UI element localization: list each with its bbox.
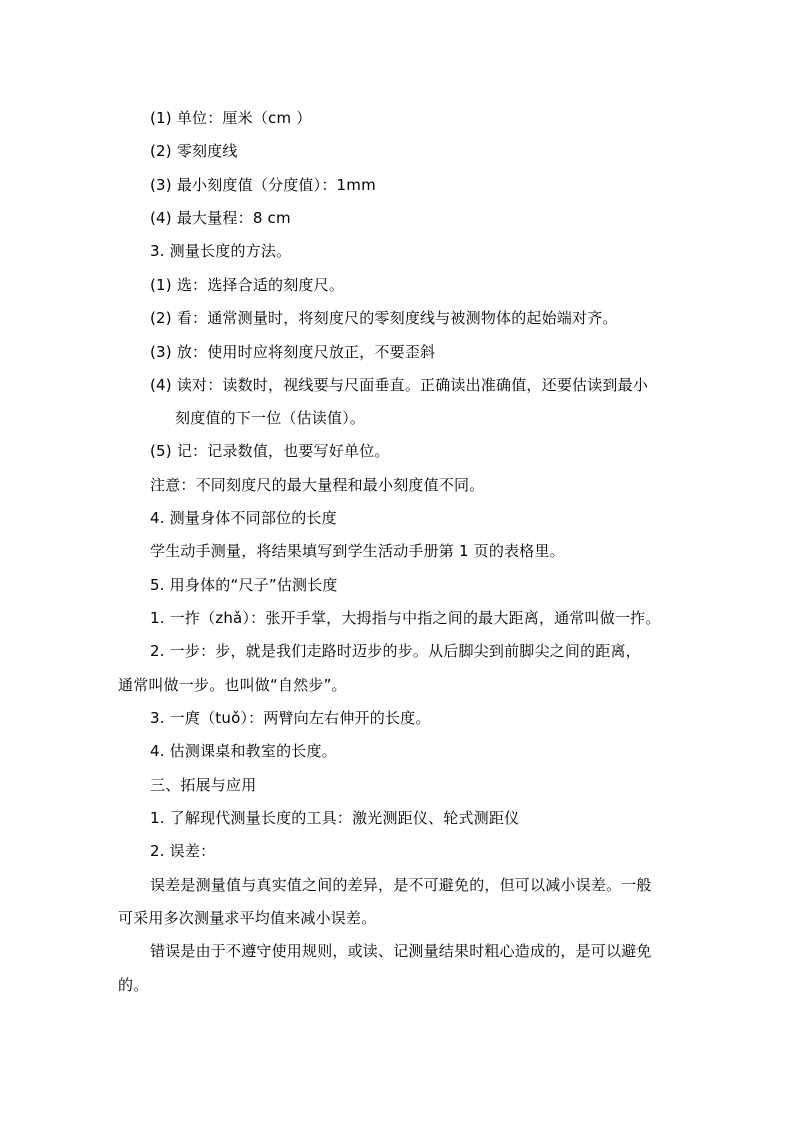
method-place-item: (3) 放：使用时应将刻度尺放正，不要歪斜 [150,343,436,361]
mistake-paragraph: 错误是由于不遵守使用规则，或读、记测量结果时粗心造成的，是可以避免 [150,942,652,960]
max-range-item: (4) 最大量程：8 cm [150,209,291,227]
step-item: 2. 一步：步，就是我们走路时迈步的步。从后脚尖到前脚尖之间的距离， [150,642,641,660]
modern-tools-item: 1. 了解现代测量长度的工具：激光测距仪、轮式测距仪 [150,809,520,827]
method-look-item: (2) 看：通常测量时，将刻度尺的零刻度线与被测物体的起始端对齐。 [150,309,618,327]
method-record-item: (5) 记：记录数值，也要写好单位。 [150,442,390,460]
estimate-item: 4. 估测课桌和教室的长度。 [150,742,337,760]
min-scale-item: (3) 最小刻度值（分度值）：1mm [150,176,376,194]
student-activity-paragraph: 学生动手测量，将结果填写到学生活动手册第 1 页的表格里。 [150,542,565,560]
section-heading-5: 5. 用身体的“尺子”估测长度 [150,576,338,594]
error-heading: 2. 误差： [150,842,216,860]
method-read-item: (4) 读对：读数时，视线要与尺面垂直。正确读出准确值，还要估读到最小 [150,376,649,394]
method-select-item: (1) 选：选择合适的刻度尺。 [150,276,345,294]
step-item-cont: 通常叫做一步。也叫做“自然步”。 [118,676,347,694]
section-heading-3: 3. 测量长度的方法。 [150,242,292,260]
note-paragraph: 注意：不同刻度尺的最大量程和最小刻度值不同。 [150,476,485,494]
unit-item: (1) 单位：厘米（cm ） [150,109,312,127]
error-paragraph: 误差是测量值与真实值之间的差异，是不可避免的，但可以减小误差。一般 [150,876,652,894]
error-paragraph-cont: 可采用多次测量求平均值来减小误差。 [118,909,377,927]
mistake-paragraph-cont: 的。 [118,976,149,994]
zero-line-item: (2) 零刻度线 [150,142,238,160]
section-heading-extension: 三、拓展与应用 [150,776,257,794]
method-read-item-cont: 刻度值的下一位（估读值）。 [175,409,366,427]
section-heading-4: 4. 测量身体不同部位的长度 [150,509,337,527]
span-item: 1. 一拃（zhǎ）：张开手掌，大拇指与中指之间的最大距离，通常叫做一拃。 [150,609,661,627]
arm-span-item: 3. 一庹（tuǒ）：两臂向左右伸开的长度。 [150,709,431,727]
